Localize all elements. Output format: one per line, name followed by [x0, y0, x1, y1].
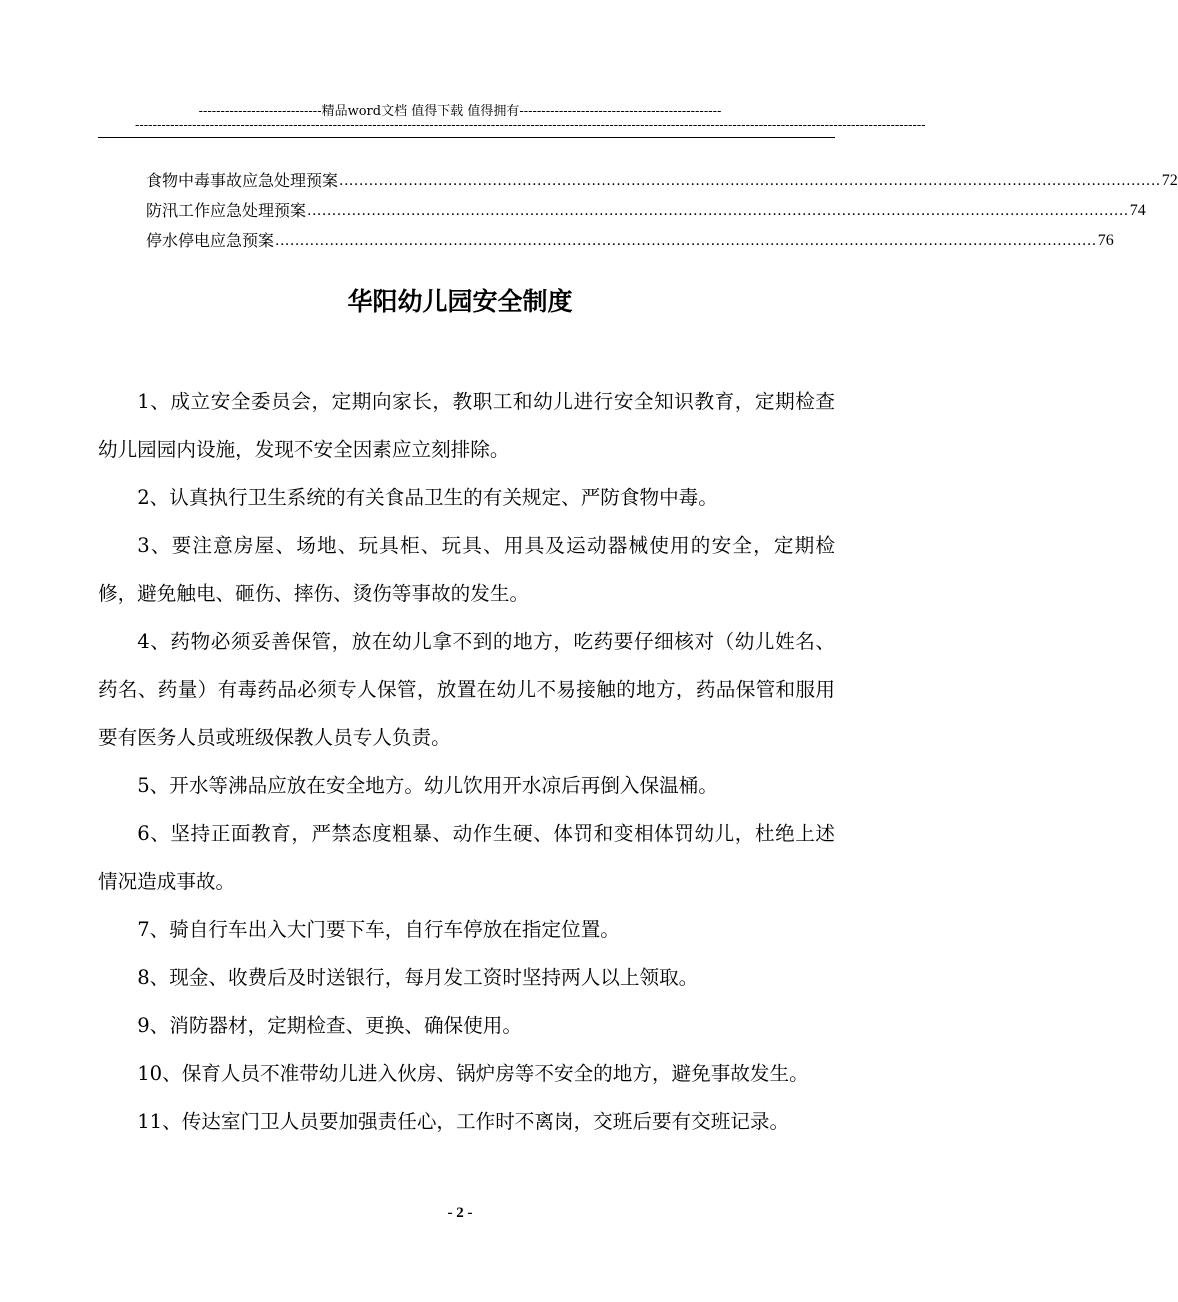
document-body: [98, 378, 835, 1146]
toc-leader-dots: ......................................................................................................................................................................: [307, 203, 1129, 219]
rule-paragraph: 4、药物必须妥善保管，放在幼儿拿不到的地方，吃药要仔细核对（幼儿姓名、药名、药量）有毒药品必须专人保管，放置在幼儿不易接触的地方，药品保管和服用要有医务人员或班级保教人员专人负责。: [98, 630, 835, 749]
rule-paragraph: 8、现金、收费后及时送银行，每月发工资时坚持两人以上领取。: [137, 966, 699, 989]
rule-paragraph: 7、骑自行车出入大门要下车，自行车停放在指定位置。: [137, 918, 620, 941]
header-rule: [98, 137, 835, 138]
toc-entry-page: 72: [1161, 172, 1178, 189]
toc-entry[interactable]: [146, 196, 1146, 226]
rule-paragraph: 10、保育人员不准带幼儿进入伙房、锅炉房等不安全的地方，避免事故发生。: [137, 1062, 809, 1085]
toc-entry-page: 76: [1097, 232, 1114, 249]
toc-leader-dots: ......................................................................................................................................................................: [275, 233, 1097, 249]
rule-paragraph: 11、传达室门卫人员要加强责任心，工作时不离岗，交班后要有交班记录。: [137, 1110, 790, 1133]
rule-paragraph: 6、坚持正面教育，严禁态度粗暴、动作生硬、体罚和变相体罚幼儿，杜绝上述情况造成事故。: [98, 822, 835, 893]
toc-entry-title: 停水停电应急预案: [146, 231, 275, 250]
toc-entry-page: 74: [1129, 202, 1146, 219]
document-title: 华阳幼儿园安全制度: [347, 287, 573, 316]
toc-leader-dots: ......................................................................................................................................................................: [339, 173, 1161, 189]
rule-paragraph: 3、要注意房屋、场地、玩具柜、玩具、用具及运动器械使用的安全，定期检修，避免触电、砸伤、摔伤、烫伤等事故的发生。: [98, 534, 835, 605]
toc-entry-title: 防汛工作应急处理预案: [146, 201, 307, 220]
page-number: - 2 -: [447, 1205, 473, 1221]
toc-entry-title: 食物中毒事故应急处理预案: [146, 171, 339, 190]
toc-entry[interactable]: [146, 166, 1178, 196]
rule-paragraph: 9、消防器材，定期检查、更换、确保使用。: [137, 1014, 522, 1037]
toc-entry[interactable]: [146, 226, 1114, 256]
rule-paragraph: 1、成立安全委员会，定期向家长，教职工和幼儿进行安全知识教育，定期检查幼儿园园内设施，发现不安全因素应立刻排除。: [98, 390, 835, 461]
table-of-contents: [146, 166, 1178, 256]
rule-paragraph: 2、认真执行卫生系统的有关食品卫生的有关规定、严防食物中毒。: [137, 486, 718, 509]
page-header-dashes: ------------------------------------------------------------------------------------------------------------------------------------------------------------------------------------: [135, 118, 926, 133]
rule-paragraph: 5、开水等沸品应放在安全地方。幼儿饮用开水凉后再倒入保温桶。: [137, 774, 718, 797]
page-header-banner: ----------------------------精品word文档 值得下载 值得拥有----------------------------------------------: [198, 104, 722, 119]
